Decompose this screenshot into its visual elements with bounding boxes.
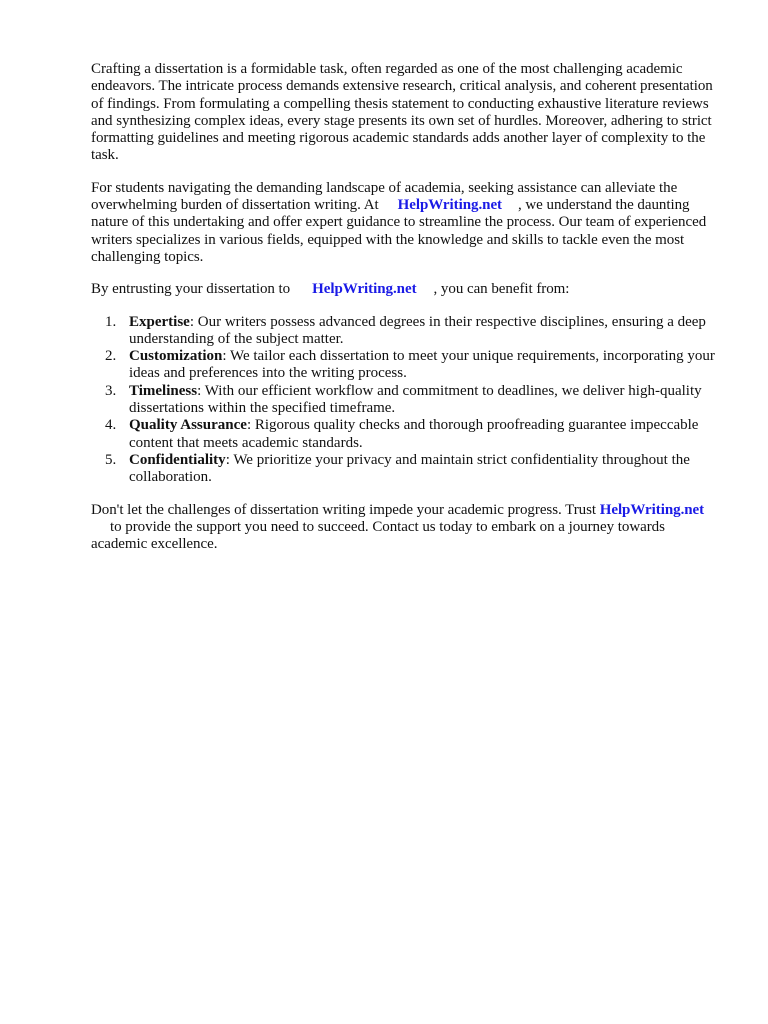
paragraph-text: to provide the support you need to succeed. Contact us today to embark on a journey towards academic excellence.	[91, 518, 665, 553]
helpwriting-link[interactable]: HelpWriting.net	[397, 197, 502, 214]
paragraph-text: , you can benefit from:	[433, 281, 570, 298]
benefits-intro-paragraph	[91, 281, 721, 298]
list-number: 2.	[105, 348, 117, 365]
paragraph-text: By entrusting your dissertation to	[91, 281, 291, 298]
paragraph-text: Don't let the challenges of dissertation writing impede your academic progress. Trust	[91, 501, 597, 518]
benefit-term: Timeliness	[129, 382, 198, 399]
assistance-paragraph	[91, 180, 721, 266]
list-item	[91, 417, 721, 452]
benefit-description: : With our efficient workflow and commitment to deadlines, we deliver high-quality dissertations within the specified timeframe.	[129, 382, 702, 417]
list-number: 1.	[105, 313, 117, 330]
list-number: 4.	[105, 417, 117, 434]
benefit-description: : Our writers possess advanced degrees in their respective disciplines, ensuring a deep understanding of the subject matter.	[129, 313, 706, 347]
benefit-term: Expertise	[129, 313, 190, 330]
benefit-description: : We prioritize your privacy and maintain strict confidentiality throughout the collaboration.	[129, 451, 690, 486]
helpwriting-link[interactable]: HelpWriting.net	[599, 501, 705, 518]
benefits-list	[91, 314, 721, 487]
list-number: 3.	[105, 382, 117, 399]
benefit-description: : We tailor each dissertation to meet your unique requirements, incorporating your ideas and preferences into the writing process.	[129, 348, 715, 382]
closing-paragraph	[91, 502, 721, 554]
list-item	[91, 348, 721, 383]
list-number: 5.	[105, 451, 117, 468]
paragraph-text: , we understand the daunting nature of this undertaking and offer expert guidance to streamline the process. Our team of experienced writers specializes in various fields, equipped with the knowledge and skills to tackle even the most challenging topics.	[91, 197, 707, 265]
list-item	[91, 314, 721, 349]
benefit-term: Quality Assurance	[129, 417, 247, 434]
paragraph-text: For students navigating the demanding landscape of academia, seeking assistance can alleviate the overwhelming burden of dissertation writing. At	[91, 179, 678, 214]
benefit-term: Customization	[129, 348, 223, 365]
list-item	[91, 383, 721, 418]
list-item	[91, 452, 721, 487]
document-page	[91, 61, 721, 568]
benefit-term: Confidentiality	[129, 451, 226, 468]
benefit-description: : Rigorous quality checks and thorough proofreading guarantee impeccable content that meets academic standards.	[129, 417, 699, 451]
intro-paragraph: Crafting a dissertation is a formidable task, often regarded as one of the most challenging academic endeavors. The intricate process demands extensive research, critical analysis, and coherent presentation of findings. From formulating a compelling thesis statement to conducting exhaustive literature reviews and synthesizing complex ideas, every stage presents its own set of hurdles. Moreover, adhering to strict formatting guidelines and meeting rigorous academic standards adds another layer of complexity to the task.	[91, 61, 713, 164]
helpwriting-link[interactable]: HelpWriting.net	[312, 281, 417, 298]
